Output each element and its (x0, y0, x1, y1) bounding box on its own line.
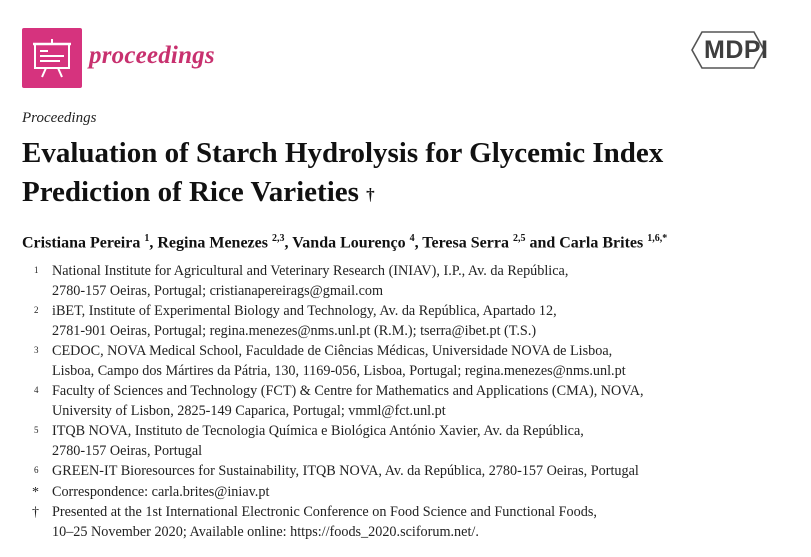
affiliation-line: CEDOC, NOVA Medical School, Faculdade de Ciências Médicas, Universidade NOVA de Lisboa, (52, 343, 613, 359)
presentation-note (22, 503, 802, 542)
affiliation-mark: 3 (34, 345, 39, 355)
paper-title-text: Evaluation of Starch Hydrolysis for Glycemic Index Prediction of Rice Varieties (22, 137, 664, 208)
affiliation-item (22, 302, 802, 341)
correspondence-mark: * (32, 484, 39, 500)
affiliation-line: iBET, Institute of Experimental Biology and Technology, Av. da República, Apartado 12, (52, 303, 557, 319)
note-mark: † (32, 505, 39, 520)
correspondence-item (22, 483, 802, 503)
publisher-name: MDPI (704, 36, 769, 64)
affiliation-line: ITQB NOVA, Instituto de Tecnologia Química e Biológica António Xavier, Av. da República, (52, 423, 584, 439)
author-name: Regina Menezes (157, 234, 268, 252)
affiliation-line: Faculty of Sciences and Technology (FCT) & Centre for Mathematics and Applications (CMA), NOVA, (52, 383, 644, 399)
affiliation-line: 2780-157 Oeiras, Portugal (52, 442, 203, 459)
author-affiliation-sup: 1 (144, 233, 150, 244)
author-affiliation-sup: 2,3 (271, 233, 285, 244)
author-list: Cristiana Pereira $^1$, Regina Menezes $^{2,3}$, Vanda Lourenço $^4$, Teresa Serra $^{2,5}$ and Carla Brites $^{1,6,*}$ (22, 233, 668, 252)
affiliation-line: Lisboa, Campo dos Mártires da Pátria, 130, 1169-056, Lisboa, Portugal; regina.menezes@nms.unl.pt (52, 362, 626, 379)
journal-logo (22, 28, 82, 88)
affiliation-line: National Institute for Agricultural and Veterinary Research (INIAV), I.P., Av. da República, (52, 263, 569, 279)
presentation-board-icon (22, 28, 82, 88)
affiliation-list (22, 262, 802, 543)
affiliation-mark: 5 (34, 425, 39, 435)
affiliation-line: University of Lisbon, 2825-149 Caparica, Portugal; vmml@fct.unl.pt (52, 402, 446, 419)
affiliation-item (22, 382, 802, 421)
title-footnote-mark: † (366, 185, 375, 204)
affiliation-mark: 4 (34, 385, 39, 395)
author-affiliation-sup: 1,6,* (647, 233, 668, 244)
article-type: Proceedings (22, 110, 97, 126)
author-name: Vanda Lourenço (292, 234, 406, 252)
author-name: Carla Brites (559, 234, 644, 252)
correspondence-line: Correspondence: carla.brites@iniav.pt (52, 483, 270, 500)
affiliation-item (22, 262, 802, 301)
affiliation-mark: 6 (34, 465, 39, 475)
author-affiliation-sup: 4 (409, 233, 415, 244)
affiliation-mark: 2 (34, 305, 39, 315)
affiliation-item (22, 422, 802, 461)
author-affiliation-sup: 2,5 (512, 233, 526, 244)
affiliation-mark: 1 (34, 265, 39, 275)
affiliation-line: 2780-157 Oeiras, Portugal; cristianapereirags@gmail.com (52, 282, 384, 299)
note-line: Presented at the 1st International Electronic Conference on Food Science and Functional Foods, (52, 504, 597, 520)
journal-name: proceedings (89, 42, 215, 69)
affiliation-line: 2781-901 Oeiras, Portugal; regina.menezes@nms.unl.pt (R.M.); tserra@ibet.pt (T.S.) (52, 322, 537, 339)
affiliation-line: GREEN-IT Bioresources for Sustainability, ITQB NOVA, Av. da República, 2780-157 Oeiras, Portugal (52, 463, 639, 479)
author-name: Teresa Serra (422, 234, 509, 252)
affiliation-item (22, 462, 802, 482)
note-line: 10–25 November 2020; Available online: https://foods_2020.sciforum.net/. (52, 523, 479, 540)
paper-title (22, 134, 782, 212)
author-name: Cristiana Pereira (22, 234, 141, 252)
affiliation-item (22, 342, 802, 381)
